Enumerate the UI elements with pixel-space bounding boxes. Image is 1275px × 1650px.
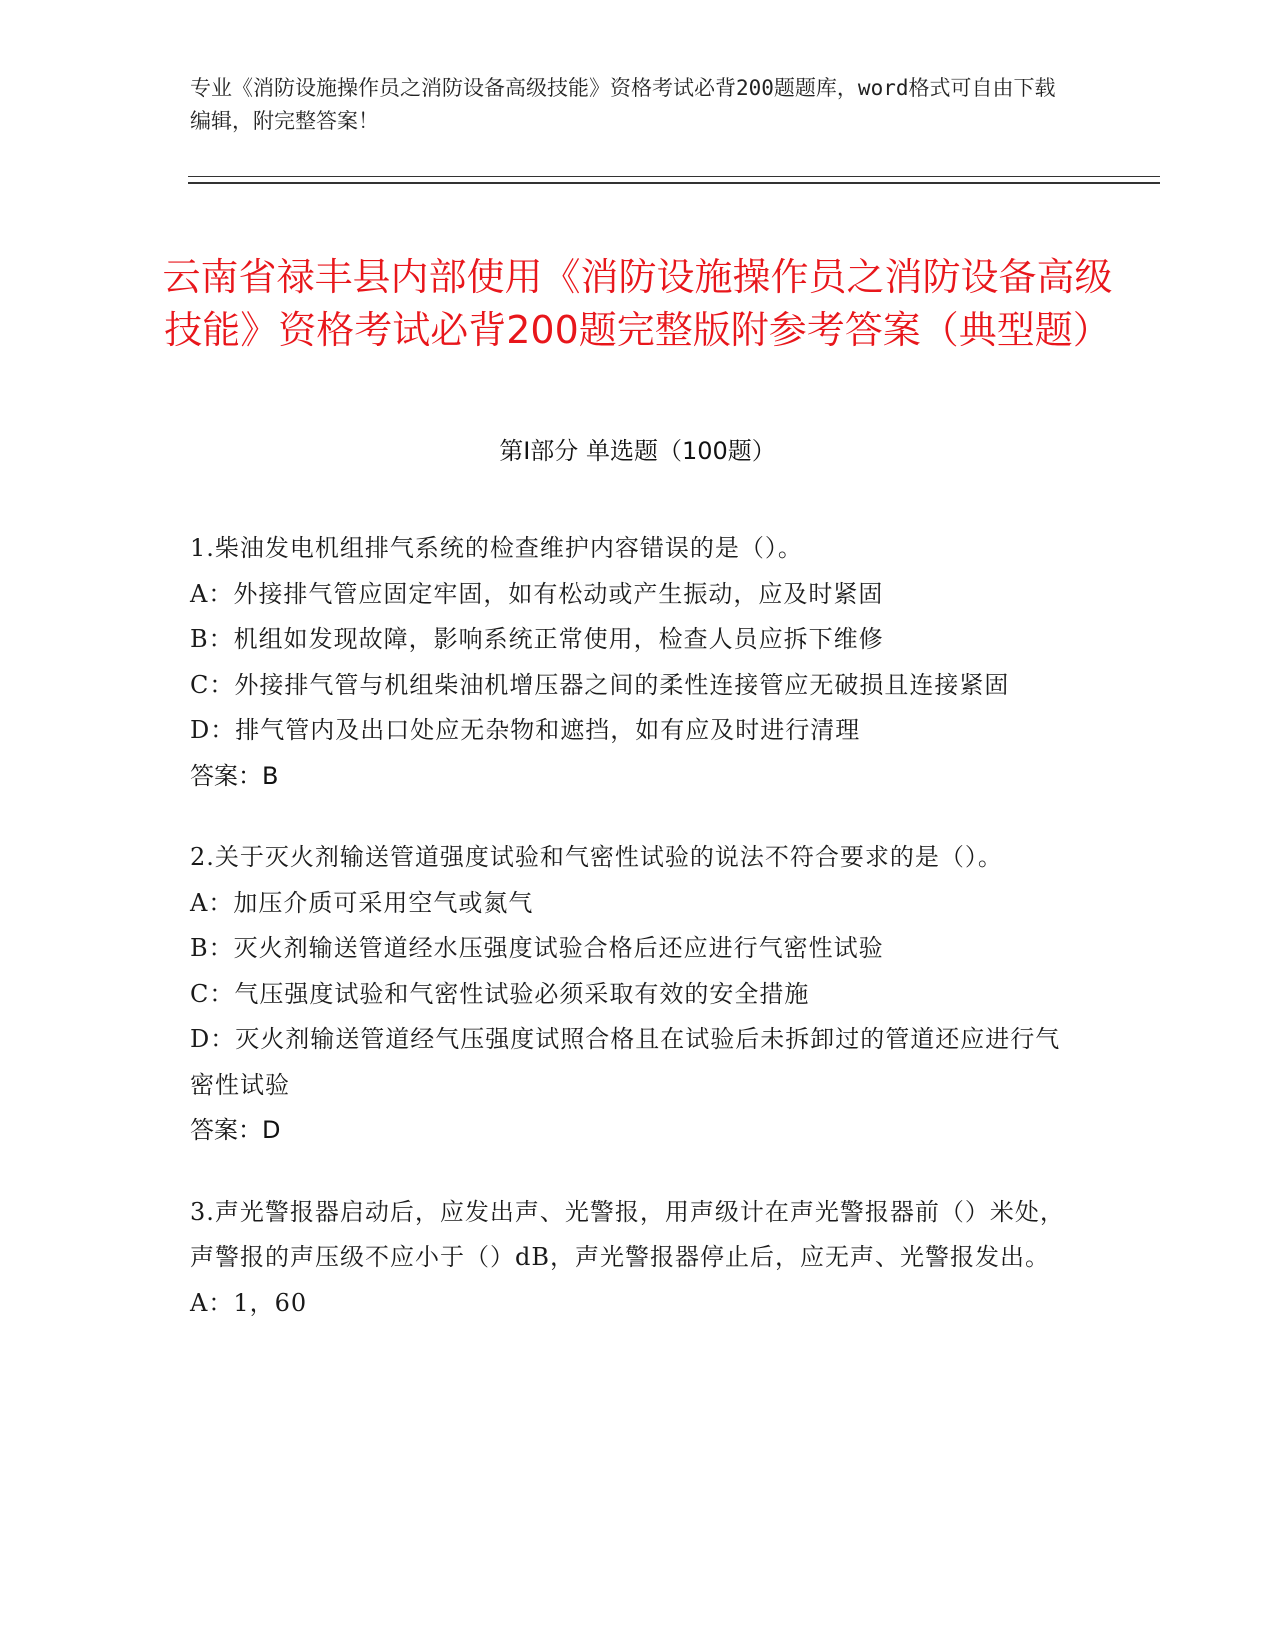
question-option: A：外接排气管应固定牢固，如有松动或产生振动，应及时紧固 <box>190 579 884 608</box>
header-note: 专业《消防设施操作员之消防设备高级技能》资格考试必背200题题库，word格式可自由下载编辑，附完整答案！ <box>190 76 1056 133</box>
question-stem: 1.柴油发电机组排气系统的检查维护内容错误的是（）。 <box>190 534 803 562</box>
header-divider-thick <box>188 182 1160 184</box>
document-title: 云南省禄丰县内部使用《消防设施操作员之消防设备高级技能》资格考试必背200题完整版附参考答案（典型题） <box>162 255 1113 353</box>
question-option: D：排气管内及出口处应无杂物和遮挡，如有应及时进行清理 <box>190 716 861 744</box>
question-stem: 3.声光警报器启动后，应发出声、光警报，用声级计在声光警报器前（）米处，声警报的声压级不应小于（）dB，声光警报器停止后，应无声、光警报发出。 <box>190 1197 1065 1271</box>
question-option: B：机组如发现故障，影响系统正常使用，检查人员应拆下维修 <box>190 625 884 653</box>
question-option: B：灭火剂输送管道经水压强度试验合格后还应进行气密性试验 <box>190 934 884 962</box>
question-option: A：加压介质可采用空气或氮气 <box>190 888 534 917</box>
question-item <box>190 1190 1070 1327</box>
question-option: C：外接排气管与机组柴油机增压器之间的柔性连接管应无破损且连接紧固 <box>190 670 1010 699</box>
question-option: C：气压强度试验和气密性试验必须采取有效的安全措施 <box>190 979 810 1008</box>
header-divider-thin <box>188 176 1160 177</box>
question-item <box>190 526 1070 799</box>
question-option: A：1，60 <box>190 1288 308 1317</box>
question-item <box>190 835 1070 1154</box>
question-stem: 2.关于灭火剂输送管道强度试验和气密性试验的说法不符合要求的是（）。 <box>190 843 1003 871</box>
question-list <box>190 526 1070 1362</box>
question-answer: 答案：B <box>190 761 279 790</box>
section-heading: 第I部分 单选题（100题） <box>499 437 776 465</box>
question-answer: 答案：D <box>190 1116 281 1144</box>
question-option: D：灭火剂输送管道经气压强度试照合格且在试验后未拆卸过的管道还应进行气密性试验 <box>190 1025 1061 1099</box>
